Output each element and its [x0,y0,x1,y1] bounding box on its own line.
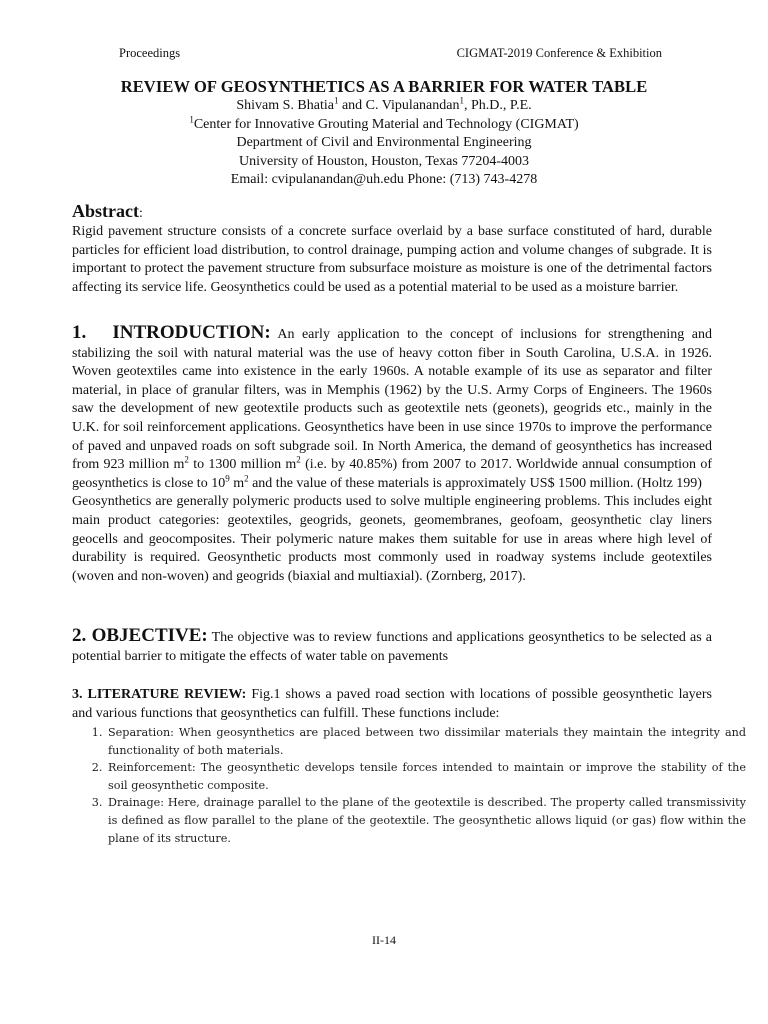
affiliation-center: $^1$Center for Innovative Grouting Material and Technology (CIGMAT) [189,113,579,132]
author-2-affil-mark: 1 [459,95,464,106]
running-header-right: CIGMAT-2019 Conference & Exhibition [456,46,662,60]
affiliation-university: University of Houston, Houston, Texas 77204-4003 [238,153,530,169]
literature-review-text: Fig.1 shows a paved road section with locations of possible geosynthetic layers and various functions that geosynthetics can fulfill. These functions include: [72,687,713,721]
affiliation-mark: 1 [189,113,194,124]
objective-heading: 2. OBJECTIVE: [72,625,208,646]
introduction-paragraph-1: 1. INTRODUCTION: An early application to the concept of inclusions for strengthening and stabilizing the soil with natural material was the use of heavy cotton fiber in South Carolina, U.S.A. in 1926. Woven geotextiles came into existence in the early 1960s. A notable example of its use as separator and filter material, in place of granular filters, was in Memphis (1962) by the U.S. Army Corps of Engineers. The 1960s saw the development of new geotextile products such as geotextile nets (geonets), geogrids etc., mainly in the U.K. for soil reinforcement applications. Geosynthetics have been in use since 1970s to improve the performance of paved and unpaved roads on soft subgrade soil. In North America, the demand of geosynthetics has increased from 923 million $m^2$ to 1300 million $m^2$ (i.e. by 40.85%) from 2007 to 2017. Worldwide annual consumption of geosynthetics is close to $10^9$ $m^2$ and the value of these materials is approximately US$ 1500 million. (Holtz 199) [72,322,713,491]
objective-section [72,627,712,666]
author-block [0,97,768,190]
functions-list [72,724,746,847]
list-item: 3. Drainage: Here, drainage parallel to the plane of the geotextile is described. The property called transmissivity is defined as flow parallel to the plane of the geotextile. The geosynthetic allows liquid (or gas) flow within the plane of its structure. [106,794,746,847]
page-number: II-14 [372,933,396,947]
author-2: and C. Vipulanandan [338,98,460,113]
introduction-section [72,324,712,586]
abstract-text: Rigid pavement structure consists of a concrete surface overlaid by a base surface constituted of hard, durable particles for efficient load distribution, to control drainage, pumping action and volume changes of subgrade. It is important to protect the pavement structure from subsurface moisture as moisture is one of the detrimental factors affecting its service life. Geosynthetics could be used as a potential material to be used as a moisture barrier. [72,224,712,295]
running-header-left: Proceedings [119,46,181,60]
introduction-paragraph-2: Geosynthetics are generally polymeric products used to solve multiple engineering problems. This includes eight main product categories: geotextiles, geogrids, geonets, geomembranes, geofoam, geosynthetic clay liners geocells and geocomposites. Their polymeric nature makes them suitable for use in areas where high level of durability is required. Geosynthetic products most commonly used in roadway systems include geotextiles (woven and non-woven) and geogrids (biaxial and multiaxial). (Zornberg, 2017). [72,494,712,584]
literature-review-section [72,686,712,723]
list-item: 2. Reinforcement: The geosynthetic develops tensile forces intended to maintain or improve the stability of the soil geosynthetic composite. [106,759,746,794]
author-1-affil-mark: 1 [333,95,339,106]
author-1: Shivam S. Bhatia [236,98,334,113]
paper-title: REVIEW OF GEOSYNTHETICS AS A BARRIER FOR WATER TABLE [120,77,648,96]
contact-line: Email: cvipulanandan@uh.edu Phone: (713) 743-4278 [230,172,538,188]
literature-review-heading: 3. LITERATURE REVIEW: [72,687,247,702]
introduction-heading: 1. INTRODUCTION: [72,322,271,343]
authors-line [0,97,768,116]
affiliation-department: Department of Civil and Environmental Engineering [236,135,532,151]
author-credentials: , Ph.D., P.E. [463,98,532,113]
objective-text: The objective was to review functions and applications geosynthetics to be selected as a potential barrier to mitigate the effects of water table on pavements [72,630,713,664]
abstract-heading: Abstract: [72,201,143,221]
list-item: 1. Separation: When geosynthetics are placed between two dissimilar materials they maintain the integrity and functionality of both materials. [106,724,746,759]
